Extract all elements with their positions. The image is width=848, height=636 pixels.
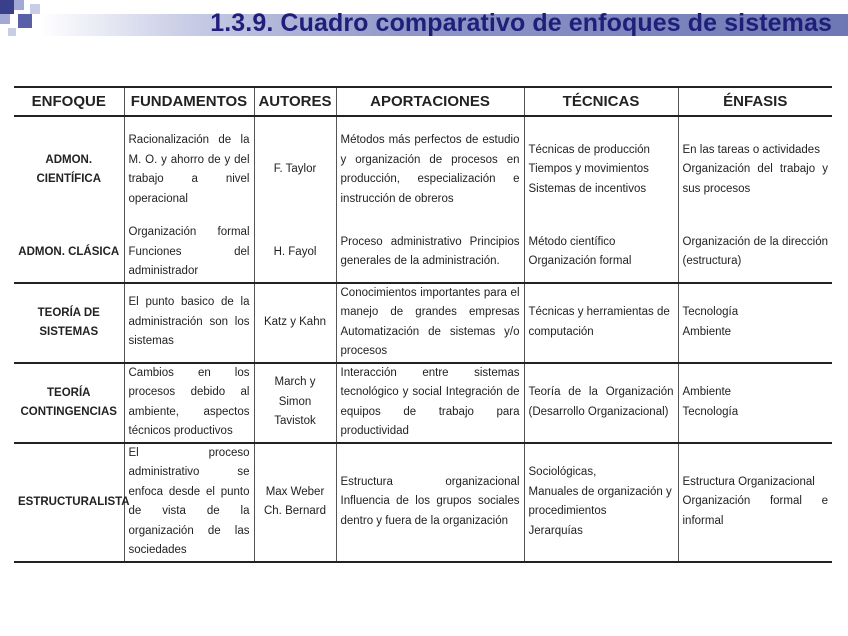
cell-fundamentos: Organización formal Funciones del administrador: [124, 223, 254, 283]
cell-enfasis: [678, 283, 832, 363]
cell-enfoque: [14, 443, 130, 562]
table-header-row: [14, 87, 832, 116]
cell-autores: [254, 283, 336, 363]
enfasis-line: Organización del trabajo y sus procesos: [682, 163, 828, 195]
enfoque-line: ADMON.: [45, 154, 93, 166]
enfasis-line: Ambiente: [682, 325, 732, 338]
header-tecnicas: TÉCNICAS: [524, 87, 678, 116]
header-enfasis: ÉNFASIS: [678, 87, 832, 116]
autor-line: Katz y Kahn: [263, 315, 326, 328]
cell-tecnicas: [524, 443, 678, 562]
header-fundamentos: FUNDAMENTOS: [124, 87, 254, 116]
cell-tecnicas: [524, 363, 678, 443]
cell-fundamentos: El proceso administrativo se enfoca desde el punto de vista de la organización de las sociedades: [124, 443, 254, 562]
cell-enfasis: [678, 223, 832, 283]
tecnica-line: Organización formal: [528, 255, 632, 268]
cell-aportaciones: Estructura organizacional Influencia de los grupos sociales dentro y fuera de la organización: [336, 443, 524, 562]
enfoque-line: ADMON. CLÁSICA: [18, 245, 120, 258]
cell-enfasis: [678, 443, 832, 562]
cell-aportaciones: Interacción entre sistemas tecnológico y social Integración de equipos de trabajo para productividad: [336, 363, 524, 443]
enfasis-line: Organización de la dirección (estructura): [682, 235, 828, 268]
cell-fundamentos: Racionalización de la M. O. y ahorro de y del trabajo a nivel operacional: [124, 116, 254, 223]
cell-autores: [254, 363, 336, 443]
cell-autores: [254, 116, 336, 223]
cell-fundamentos: Cambios en los procesos debido al ambiente, aspectos técnicos productivos: [124, 363, 254, 443]
page-title: 1.3.9. Cuadro comparativo de enfoques de sistemas: [210, 9, 832, 37]
cell-aportaciones: Proceso administrativo Principios generales de la administración.: [336, 223, 524, 283]
enfasis-line: Tecnología: [682, 405, 739, 418]
cell-enfoque: [14, 223, 124, 283]
header-autores: AUTORES: [254, 87, 336, 116]
cell-enfasis: [678, 363, 832, 443]
cell-autores: [254, 443, 336, 562]
enfasis-line: Organización formal e informal: [682, 495, 828, 527]
enfoque-line: SISTEMAS: [39, 325, 99, 338]
cell-fundamentos: El punto basico de la administración son los sistemas: [124, 283, 254, 363]
autor-line: F. Taylor: [273, 163, 317, 176]
autor-line: Tavistok: [274, 415, 316, 428]
autor-line: Simon: [278, 395, 312, 408]
cell-tecnicas: [524, 223, 678, 283]
enfoque-line: CIENTÍFICA: [36, 173, 102, 185]
tecnica-line: Técnicas y herramientas de computación: [528, 306, 670, 338]
cell-enfasis: [678, 116, 832, 223]
cell-aportaciones: Conocimientos importantes para el manejo de grandes empresas Automatización de sistemas y/o procesos: [336, 283, 524, 363]
table-row: [14, 116, 832, 223]
tecnica-line: Tiempos y movimientos: [528, 163, 649, 176]
cell-tecnicas: [524, 116, 678, 223]
enfoque-line: TEORÍA DE: [37, 306, 100, 319]
cell-enfoque: [14, 283, 124, 363]
tecnica-line: Sociológicas,: [528, 466, 597, 478]
autor-line: March y: [274, 376, 316, 389]
cell-autores: [254, 223, 336, 283]
autor-line: H. Fayol: [273, 245, 317, 258]
header-enfoque: ENFOQUE: [14, 87, 124, 116]
tecnica-line: Técnicas de producción: [528, 143, 650, 156]
enfasis-line: En las tareas o actividades: [682, 143, 820, 156]
tecnica-line: Método científico: [528, 235, 616, 248]
cell-enfoque: [14, 363, 124, 443]
cell-tecnicas: [524, 283, 678, 363]
enfoque-line: ESTRUCTURALISTA: [18, 495, 130, 508]
table-row: [14, 223, 832, 283]
cell-aportaciones: Métodos más perfectos de estudio y organización de procesos en producción, especialización e instrucción de obreros: [336, 116, 524, 223]
enfasis-line: Estructura Organizacional: [682, 475, 815, 488]
enfasis-line: Ambiente: [682, 386, 732, 398]
table-row: [14, 283, 832, 363]
cell-enfoque: [14, 116, 124, 223]
autor-line: Ch. Bernard: [263, 505, 326, 517]
enfasis-line: Tecnología: [682, 306, 739, 318]
tecnica-line: Teoría de la Organización (Desarrollo Organizacional): [528, 386, 674, 418]
autor-line: Max Weber: [265, 485, 325, 498]
enfoque-line: TEORÍA: [47, 386, 91, 399]
table-row: [14, 363, 832, 443]
tecnica-line: Sistemas de incentivos: [528, 182, 647, 195]
tecnica-line: Manuales de organización y procedimientos: [528, 485, 672, 517]
header-aportaciones: APORTACIONES: [336, 87, 524, 116]
table-row: [14, 443, 832, 562]
comparison-table: [14, 86, 832, 563]
enfoque-line: CONTINGENCIAS: [20, 405, 117, 418]
tecnica-line: Jerarquías: [528, 524, 583, 537]
